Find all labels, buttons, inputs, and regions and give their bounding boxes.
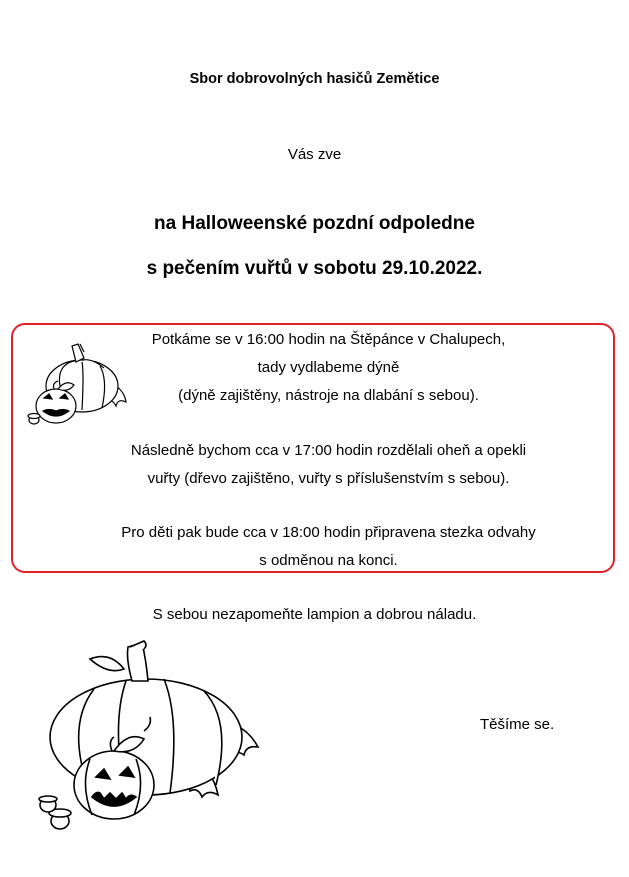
closing-text: Těšíme se. [480,716,555,733]
program-line: tady vydlabeme dýně [257,359,400,376]
event-title: na Halloweenské pozdní odpoledne [154,213,475,234]
program-line: Pro děti pak bude cca v 18:00 hodin připravena stezka odvahy [121,524,536,541]
program-line: Následně bychom cca v 17:00 hodin rozdělali oheň a opekli [130,442,527,459]
program-line: s odměnou na konci. [259,552,398,569]
event-date-line: s pečením vuřtů v sobotu 29.10.2022. [146,258,483,279]
pumpkin-icon [20,332,130,434]
reminder-text: S sebou nezapomeňte lampion a dobrou náladu. [152,606,477,623]
program-line: vuřty (dřevo zajištěno, vuřty s příslušenstvím s sebou). [147,470,510,487]
invite-text: Vás zve [287,146,342,163]
pumpkin-illustration-icon [36,633,282,838]
organization-name: Sbor dobrovolných hasičů Zemětice [189,71,440,87]
program-line: (dýně zajištěny, nástroje na dlabání s sebou). [178,387,479,404]
program-line: Potkáme se v 16:00 hodin na Štěpánce v Chalupech, [151,331,506,348]
